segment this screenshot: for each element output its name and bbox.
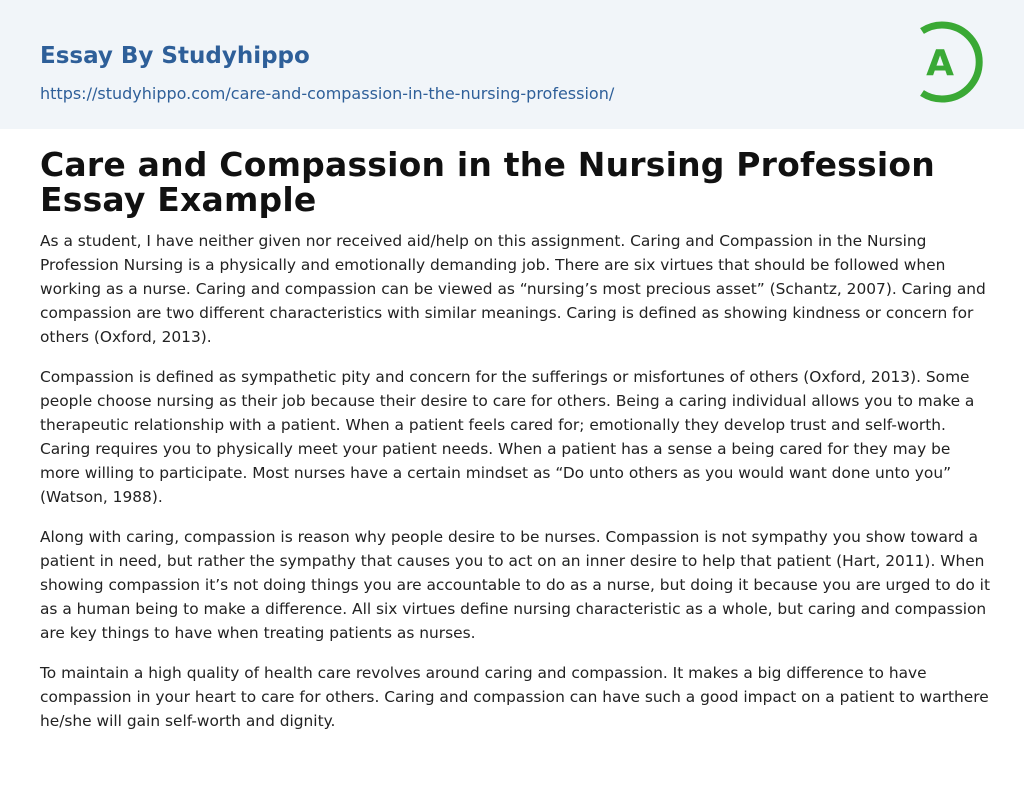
essay-title-line-1: Care and Compassion in the Nursing Profession (40, 145, 935, 184)
logo-letter: A (926, 43, 954, 84)
site-brand[interactable]: Essay By Studyhippo (40, 43, 310, 69)
essay-paragraph-2: Compassion is defined as sympathetic pity and concern for the sufferings or misfortunes of others (Oxford, 2013). Some people choose nursing as their job because their desire to care for others. Being a caring individual allows you to make a therapeutic relationship with a patient. When a patient feels cared for; emotionally they develop trust and self-worth. Caring requires you to physically meet your patient needs. When a patient has a sense a being cared for they may be more willing to participate. Most nurses have a certain mindset as “Do unto others as you would want done unto you” (Watson, 1988). (40, 368, 975, 506)
essay-article (40, 147, 990, 749)
essay-paragraph-3: Along with caring, compassion is reason why people desire to be nurses. Compassion is not sympathy you show toward a patient in need, but rather the sympathy that causes you to act on an inner desire to help that patient (Hart, 2011). When showing compassion it’s not doing things you are accountable to do as a nurse, but doing it because you are urged to do it as a human being to make a difference. All six virtues define nursing characteristic as a whole, but caring and compassion are key things to have when treating patients as nurses. (40, 528, 990, 642)
essay-paragraph-1: As a student, I have neither given nor received aid/help on this assignment. Caring and Compassion in the Nursing Profession Nursing is a physically and emotionally demanding job. There are six virtues that should be followed when working as a nurse. Caring and compassion can be viewed as “nursing’s most precious asset” (Schantz, 2007). Caring and compassion are two different characteristics with similar meanings. Caring is defined as showing kindness or concern for others (Oxford, 2013). (40, 232, 986, 346)
essay-paragraph-4: To maintain a high quality of health care revolves around caring and compassion. It makes a big difference to have compassion in your heart to care for others. Caring and compassion can have such a good impact on a patient to warthere he/she will gain self-worth and dignity. (40, 664, 989, 730)
source-url-link[interactable]: https://studyhippo.com/care-and-compassion-in-the-nursing-profession/ (40, 84, 615, 103)
essay-title (40, 147, 990, 217)
site-header (0, 0, 1024, 129)
essay-title-line-2: Essay Example (40, 180, 317, 219)
studyhippo-logo-icon[interactable] (909, 17, 989, 107)
